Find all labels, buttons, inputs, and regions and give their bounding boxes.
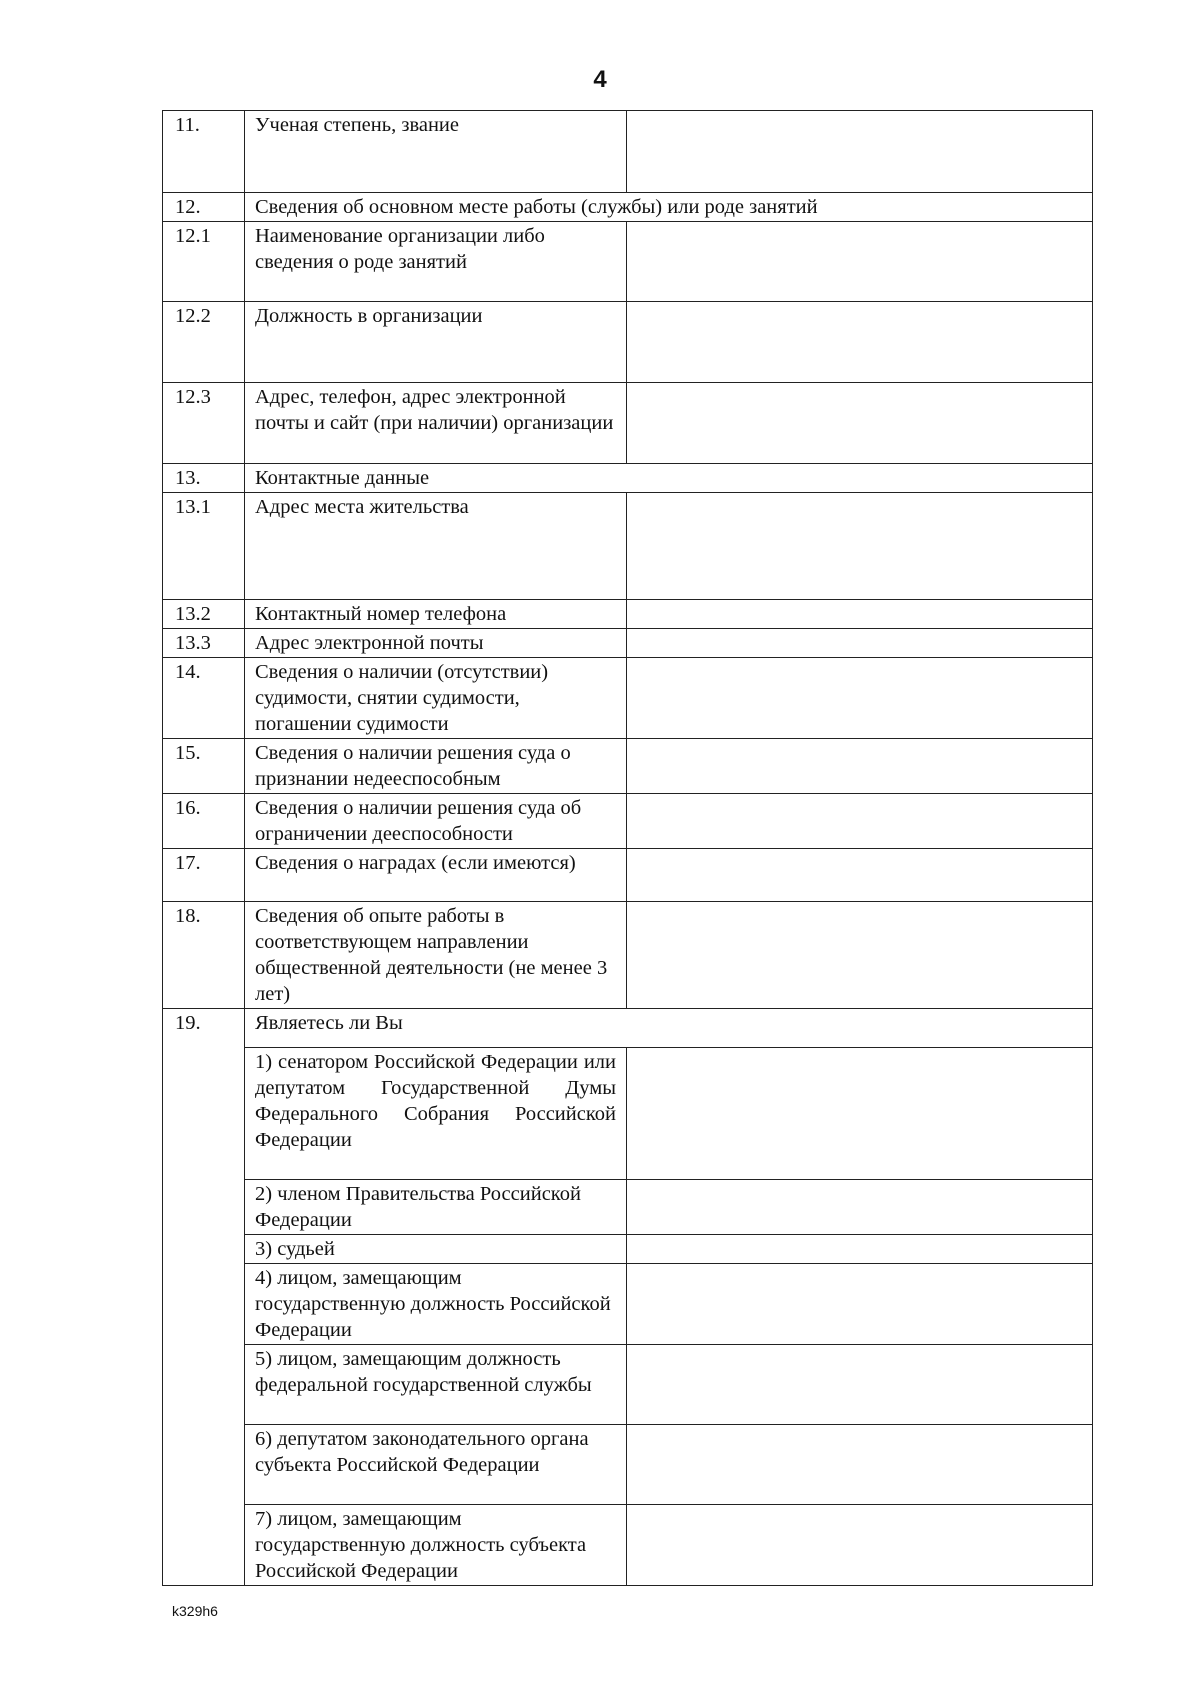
- value-cell[interactable]: [627, 629, 1093, 658]
- table-row-13-1: [163, 493, 1093, 600]
- value-cell[interactable]: [627, 794, 1093, 849]
- value-cell[interactable]: [627, 1345, 1093, 1425]
- table-row-19-5: [163, 1345, 1093, 1425]
- row-number: 12.1: [163, 222, 245, 302]
- value-cell[interactable]: [627, 222, 1093, 302]
- row-label: 6) депутатом законодательного органа субъекта Российской Федерации: [245, 1425, 627, 1505]
- section-heading: Сведения об основном месте работы (службы) или роде занятий: [245, 193, 1093, 222]
- row-number: 17.: [163, 849, 245, 902]
- row-label: Сведения о наличии (отсутствии) судимости, снятии судимости, погашении судимости: [245, 658, 627, 739]
- value-cell[interactable]: [627, 658, 1093, 739]
- row-label: Должность в организации: [245, 302, 627, 383]
- value-cell[interactable]: [627, 600, 1093, 629]
- row-label: Наименование организации либо сведения о роде занятий: [245, 222, 627, 302]
- table-row-19-7: [163, 1505, 1093, 1586]
- table-row-13: [163, 464, 1093, 493]
- table-row-13-3: [163, 629, 1093, 658]
- row-label: 7) лицом, замещающим государственную должность субъекта Российской Федерации: [245, 1505, 627, 1586]
- row-number: 12.3: [163, 383, 245, 464]
- value-cell[interactable]: [627, 493, 1093, 600]
- table-row-19: [163, 1009, 1093, 1048]
- row-number: 11.: [163, 111, 245, 193]
- section-heading: Являетесь ли Вы: [245, 1009, 1093, 1048]
- row-label: 5) лицом, замещающим должность федеральной государственной службы: [245, 1345, 627, 1425]
- row-label: Сведения о наличии решения суда об ограничении дееспособности: [245, 794, 627, 849]
- row-label: Сведения о наличии решения суда о признании недееспособным: [245, 739, 627, 794]
- row-number: 12.: [163, 193, 245, 222]
- value-cell[interactable]: [627, 383, 1093, 464]
- section-heading: Контактные данные: [245, 464, 1093, 493]
- value-cell[interactable]: [627, 1235, 1093, 1264]
- table-row-16: [163, 794, 1093, 849]
- row-label: 1) сенатором Российской Федерации или депутатом Государственной Думы Федерального Собрания Российской Федерации: [245, 1048, 627, 1180]
- row-label: 2) членом Правительства Российской Федерации: [245, 1180, 627, 1235]
- table-row-12: [163, 193, 1093, 222]
- table-row-15: [163, 739, 1093, 794]
- row-number: 18.: [163, 902, 245, 1009]
- table-row-19-3: [163, 1235, 1093, 1264]
- value-cell[interactable]: [627, 1048, 1093, 1180]
- row-label: 4) лицом, замещающим государственную должность Российской Федерации: [245, 1264, 627, 1345]
- row-number: 16.: [163, 794, 245, 849]
- table-row-14: [163, 658, 1093, 739]
- row-number: 13.3: [163, 629, 245, 658]
- table-row-12-1: [163, 222, 1093, 302]
- value-cell[interactable]: [627, 902, 1093, 1009]
- table-row-13-2: [163, 600, 1093, 629]
- value-cell[interactable]: [627, 1180, 1093, 1235]
- row-label: Адрес места жительства: [245, 493, 627, 600]
- table-row-17: [163, 849, 1093, 902]
- row-number: 13.2: [163, 600, 245, 629]
- value-cell[interactable]: [627, 111, 1093, 193]
- table-row-18: [163, 902, 1093, 1009]
- questionnaire-table: [162, 110, 1093, 1586]
- value-cell[interactable]: [627, 302, 1093, 383]
- row-label: Сведения о наградах (если имеются): [245, 849, 627, 902]
- table-row-11: [163, 111, 1093, 193]
- table-row-12-2: [163, 302, 1093, 383]
- value-cell[interactable]: [627, 1425, 1093, 1505]
- table-row-12-3: [163, 383, 1093, 464]
- row-label: Сведения об опыте работы в соответствующем направлении общественной деятельности (не менее 3 лет): [245, 902, 627, 1009]
- row-label: Адрес, телефон, адрес электронной почты и сайт (при наличии) организации: [245, 383, 627, 464]
- row-label: Ученая степень, звание: [245, 111, 627, 193]
- table-row-19-1: [163, 1048, 1093, 1180]
- row-label: Контактный номер телефона: [245, 600, 627, 629]
- row-number: 13.1: [163, 493, 245, 600]
- value-cell[interactable]: [627, 849, 1093, 902]
- row-label: Адрес электронной почты: [245, 629, 627, 658]
- value-cell[interactable]: [627, 1505, 1093, 1586]
- row-number: 14.: [163, 658, 245, 739]
- row-number: 15.: [163, 739, 245, 794]
- document-code: k329h6: [172, 1603, 218, 1619]
- value-cell[interactable]: [627, 739, 1093, 794]
- row-label: 3) судьей: [245, 1235, 627, 1264]
- row-number: 13.: [163, 464, 245, 493]
- page-number: 4: [593, 66, 607, 93]
- row-number: 19.: [163, 1009, 245, 1586]
- row-number: 12.2: [163, 302, 245, 383]
- table-row-19-6: [163, 1425, 1093, 1505]
- value-cell[interactable]: [627, 1264, 1093, 1345]
- table-row-19-2: [163, 1180, 1093, 1235]
- table-row-19-4: [163, 1264, 1093, 1345]
